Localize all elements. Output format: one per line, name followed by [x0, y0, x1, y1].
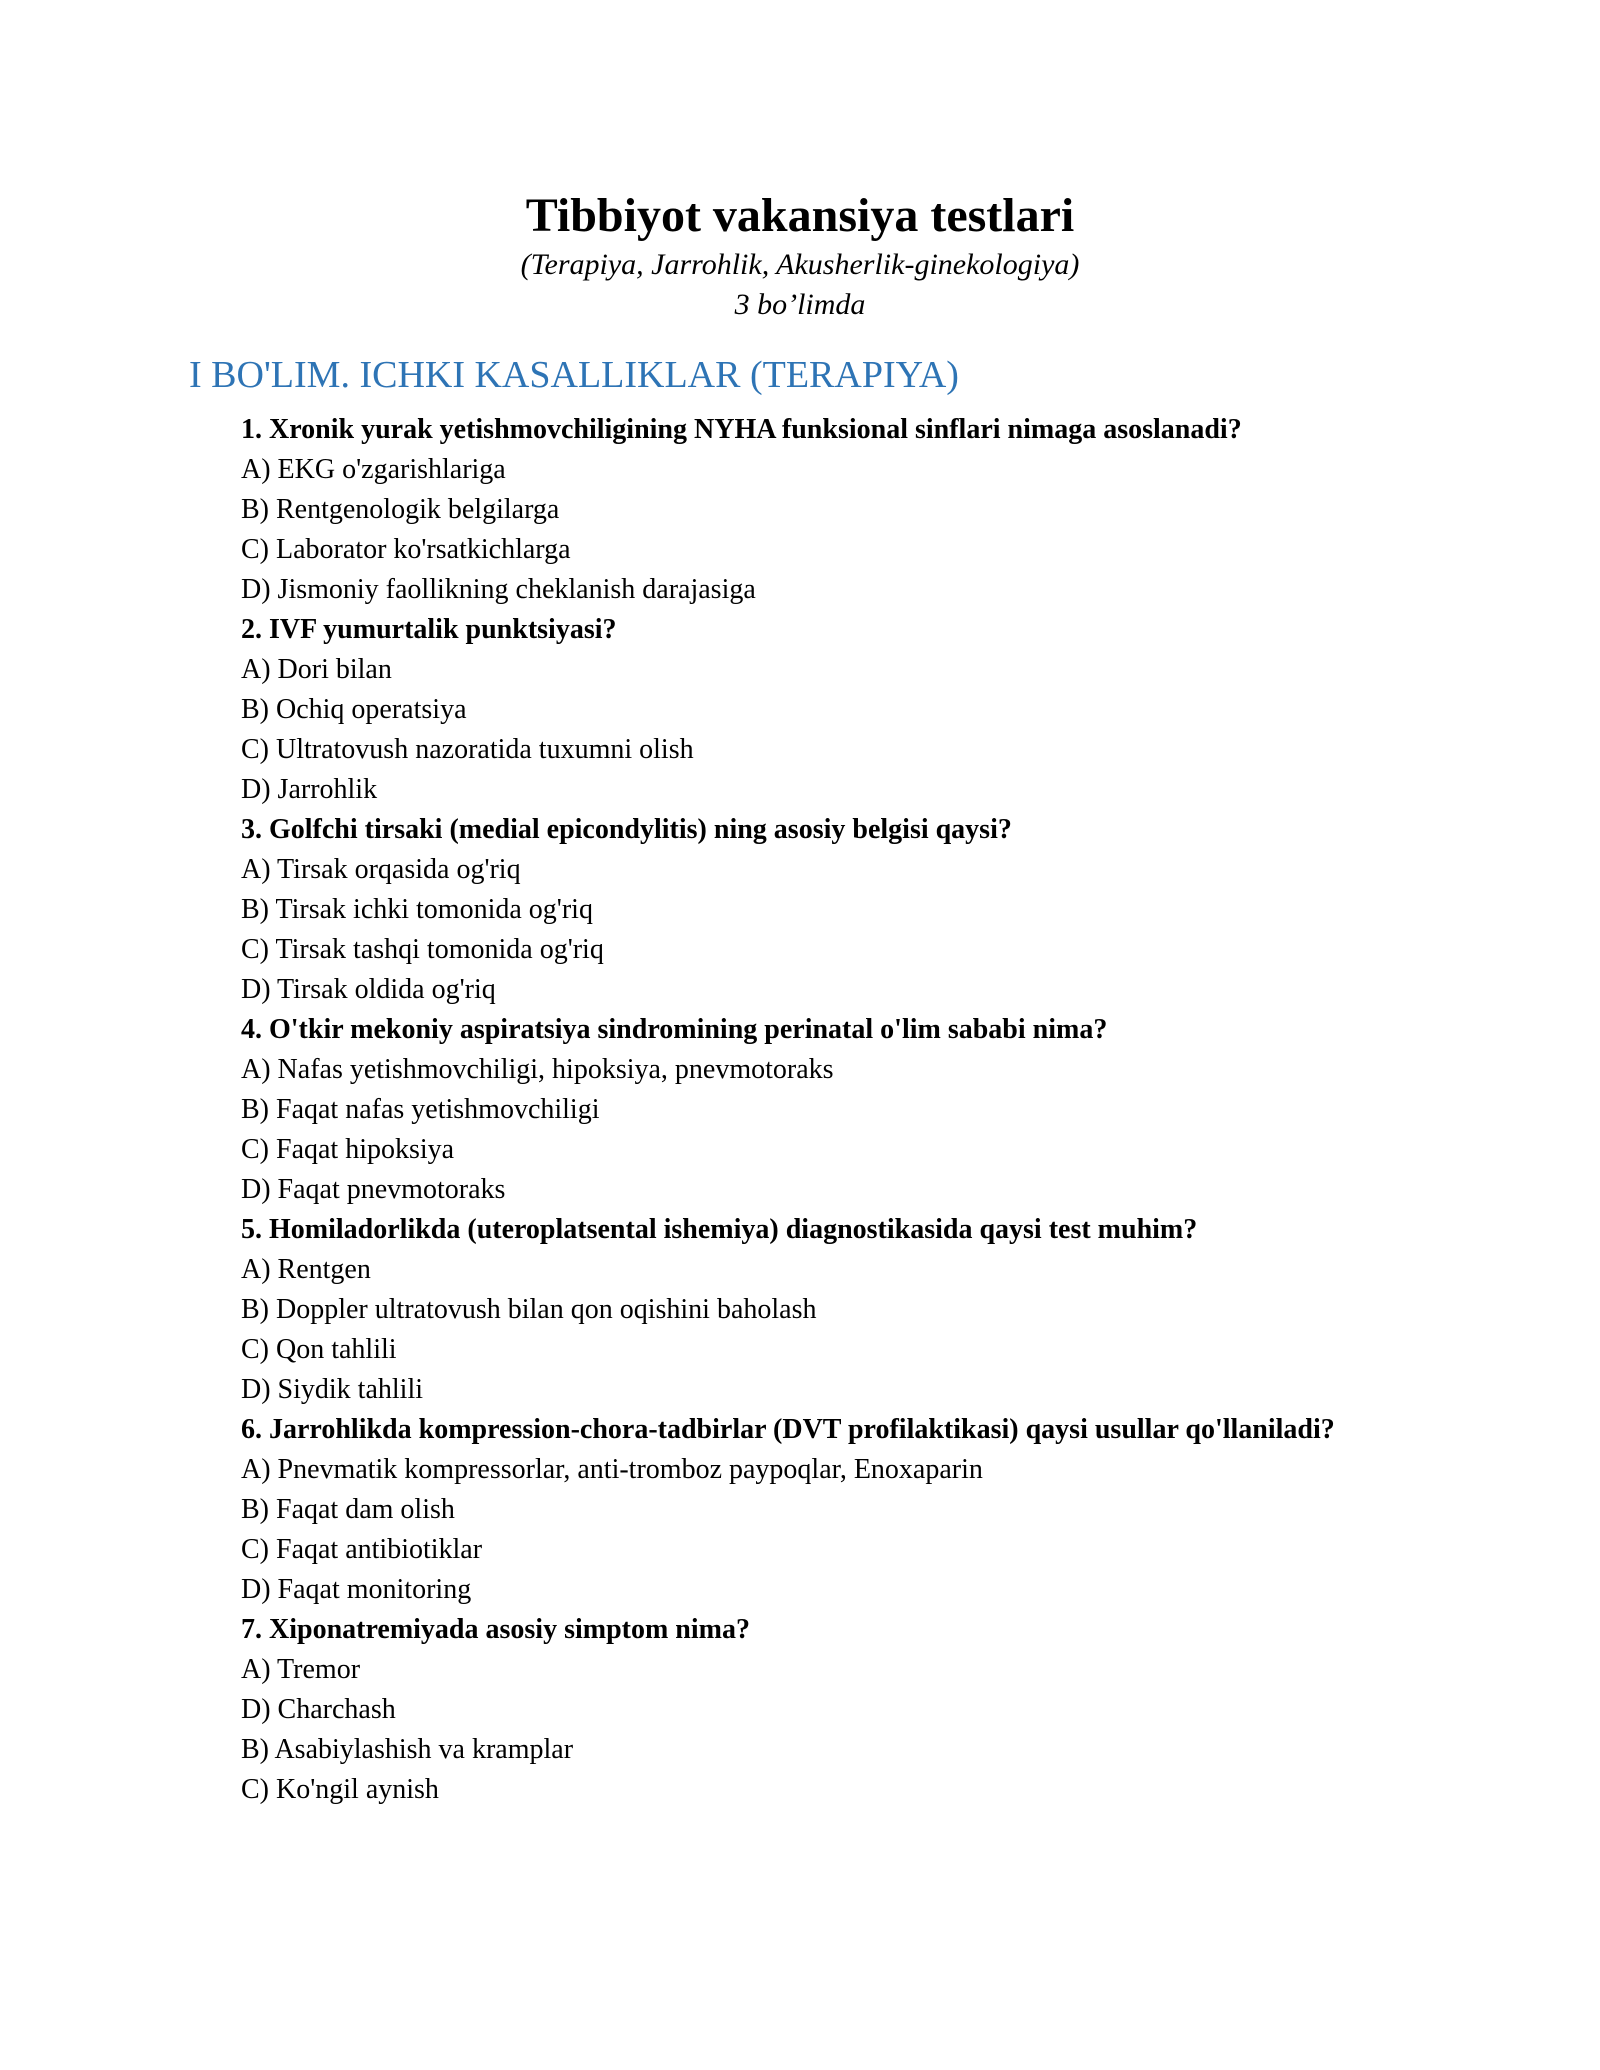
section-heading: I BO'LIM. ICHKI KASALLIKLAR (TERAPIYA): [189, 354, 959, 396]
answer-option: C) Laborator ko'rsatkichlarga: [241, 534, 571, 565]
document-parts-note: 3 bo’limda: [734, 288, 866, 321]
answer-options: [241, 1453, 1391, 1606]
answer-option: B) Tirsak ichki tomonida og'riq: [241, 894, 593, 925]
answer-options: [241, 1253, 1391, 1406]
answer-option: A) EKG o'zgarishlariga: [241, 454, 506, 485]
answer-option: D) Tirsak oldida og'riq: [241, 974, 496, 1005]
answer-option: B) Ochiq operatsiya: [241, 694, 467, 725]
question-text: 5. Homiladorlikda (uteroplatsental ishemiya) diagnostikasida qaysi test muhim?: [241, 1214, 1198, 1245]
answer-option: A) Nafas yetishmovchiligi, hipoksiya, pnevmotoraks: [241, 1054, 834, 1085]
question-item: [241, 613, 1391, 806]
answer-option: C) Ko'ngil aynish: [241, 1774, 439, 1805]
question-text: 3. Golfchi tirsaki (medial epicondylitis) ning asosiy belgisi qaysi?: [241, 814, 1012, 845]
answer-options: [241, 453, 1391, 606]
answer-option: D) Jismoniy faollikning cheklanish darajasiga: [241, 574, 756, 605]
answer-options: [241, 1053, 1391, 1206]
answer-option: D) Charchash: [241, 1694, 396, 1725]
answer-option: B) Faqat dam olish: [241, 1494, 455, 1525]
question-text: 4. O'tkir mekoniy aspiratsiya sindromining perinatal o'lim sababi nima?: [241, 1014, 1108, 1045]
answer-option: C) Faqat antibiotiklar: [241, 1534, 483, 1565]
answer-option: D) Jarrohlik: [241, 774, 378, 805]
answer-option: C) Ultratovush nazoratida tuxumni olish: [241, 734, 694, 765]
answer-option: A) Dori bilan: [241, 654, 392, 685]
question-item: [241, 1213, 1391, 1406]
question-item: [241, 813, 1391, 1006]
question-text: 1. Xronik yurak yetishmovchiligining NYHA funksional sinflari nimaga asoslanadi?: [241, 414, 1242, 445]
document-subtitle: (Terapiya, Jarrohlik, Akusherlik-ginekologiya): [520, 248, 1080, 281]
answer-option: A) Tremor: [241, 1654, 361, 1685]
answer-option: D) Faqat monitoring: [241, 1574, 472, 1605]
answer-option: B) Rentgenologik belgilarga: [241, 494, 560, 525]
question-item: [241, 1613, 1391, 1806]
answer-option: A) Rentgen: [241, 1254, 371, 1285]
answer-options: [241, 853, 1391, 1006]
answer-option: A) Tirsak orqasida og'riq: [241, 854, 521, 885]
answer-options: [241, 1653, 1391, 1806]
answer-option: D) Faqat pnevmotoraks: [241, 1174, 506, 1205]
question-list: [241, 413, 1391, 1813]
question-item: [241, 413, 1391, 606]
document-title: Tibbiyot vakansiya testlari: [525, 189, 1075, 242]
answer-option: B) Doppler ultratovush bilan qon oqishini baholash: [241, 1294, 817, 1325]
question-text: 7. Xiponatremiyada asosiy simptom nima?: [241, 1614, 750, 1645]
answer-option: C) Qon tahlili: [241, 1334, 397, 1365]
question-item: [241, 1013, 1391, 1206]
answer-option: D) Siydik tahlili: [241, 1374, 423, 1405]
answer-options: [241, 653, 1391, 806]
answer-option: C) Faqat hipoksiya: [241, 1134, 455, 1165]
question-item: [241, 1413, 1391, 1606]
answer-option: B) Faqat nafas yetishmovchiligi: [241, 1094, 600, 1125]
answer-option: C) Tirsak tashqi tomonida og'riq: [241, 934, 604, 965]
answer-option: B) Asabiylashish va kramplar: [241, 1734, 574, 1765]
question-text: 6. Jarrohlikda kompression-chora-tadbirlar (DVT profilaktikasi) qaysi usullar qo'llaniladi?: [241, 1414, 1335, 1445]
question-text: 2. IVF yumurtalik punktsiyasi?: [241, 614, 617, 645]
answer-option: A) Pnevmatik kompressorlar, anti-tromboz paypoqlar, Enoxaparin: [241, 1454, 983, 1485]
